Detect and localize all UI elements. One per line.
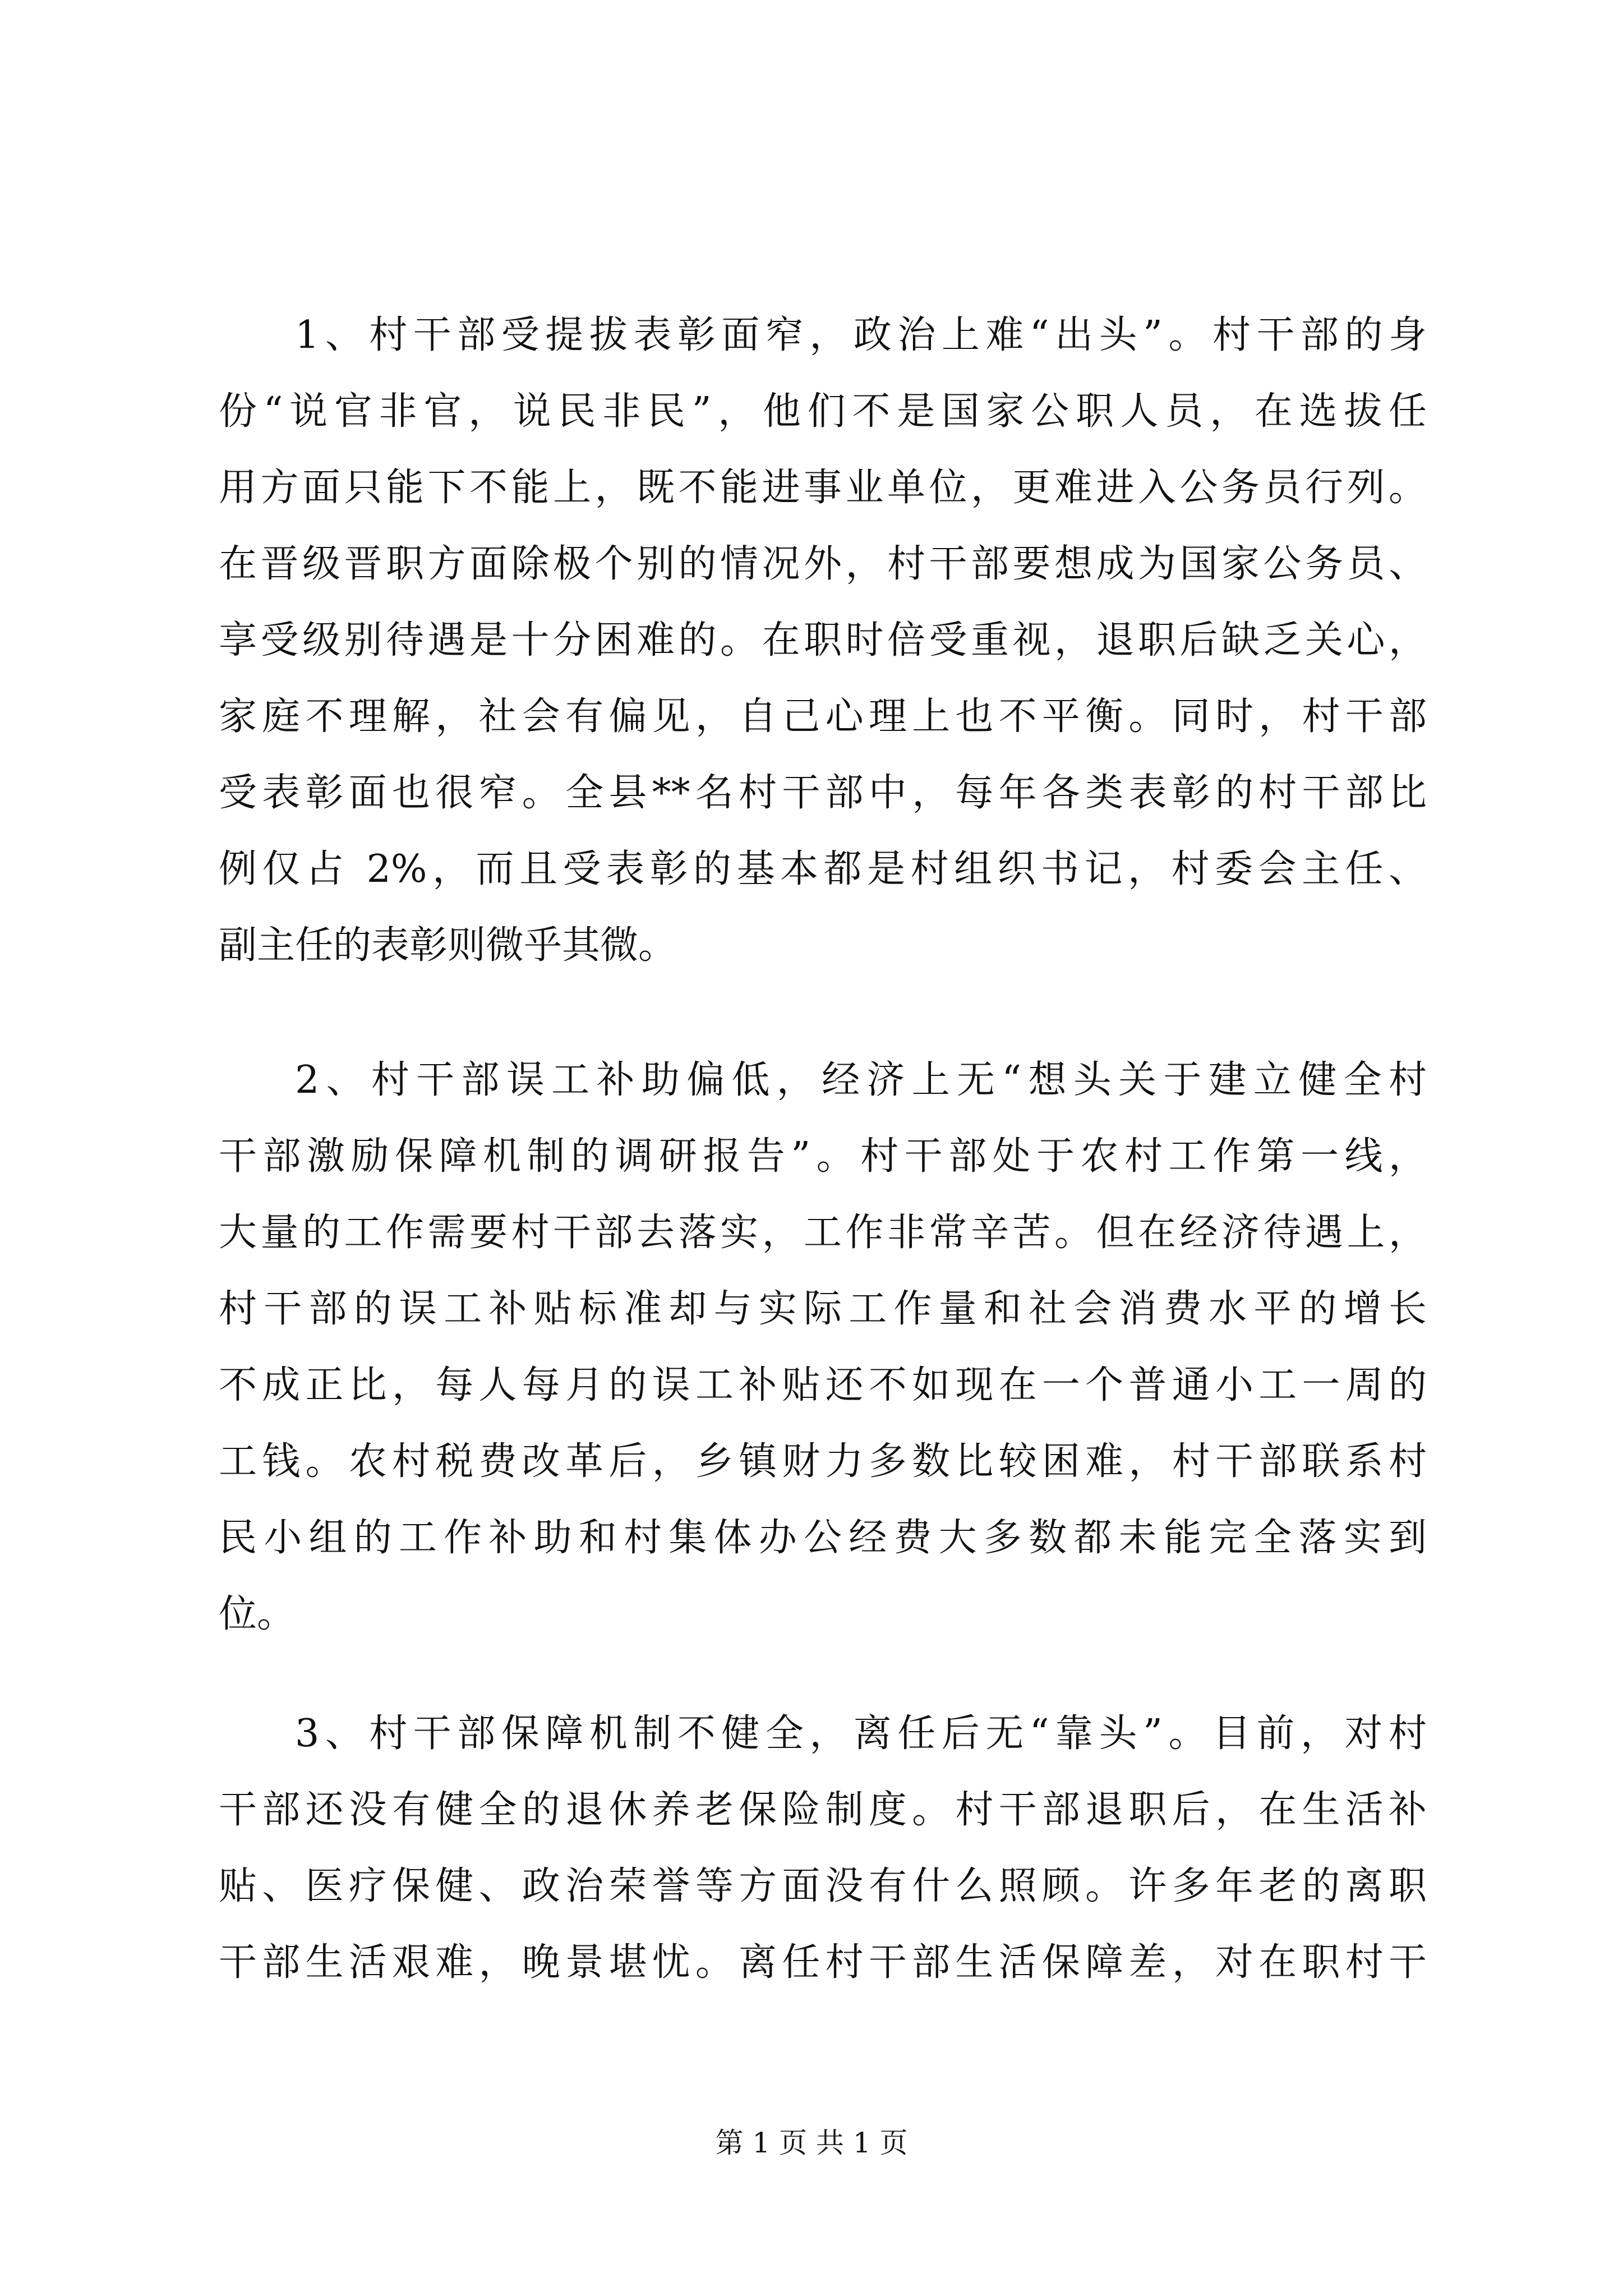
page-footer bbox=[0, 2126, 1623, 2160]
paragraph-1 bbox=[219, 297, 1427, 984]
paragraph-line: 3、村干部保障机制不健全，离任后无“靠头”。目前，对村 bbox=[295, 1711, 1427, 1756]
paragraph-line: 民小组的工作补助和村集体办公经费大多数都未能完全落实到 bbox=[219, 1516, 1427, 1560]
paragraph-line: 干部激励保障机制的调研报告”。村干部处于农村工作第一线， bbox=[219, 1134, 1427, 1179]
paragraph-2 bbox=[219, 1042, 1427, 1653]
paragraph-line: 2、村干部误工补助偏低，经济上无“想头关于建立健全村 bbox=[295, 1058, 1427, 1102]
paragraph-line: 干部生活艰难，晚景堪忧。离任村干部生活保障差，对在职村干 bbox=[219, 1940, 1427, 1985]
paragraph-line: 受表彰面也很窄。全县**名村干部中，每年各类表彰的村干部比 bbox=[219, 771, 1427, 815]
page-number: 第 1 页 共 1 页 bbox=[715, 2127, 908, 2159]
paragraph-line: 份“说官非官，说民非民”，他们不是国家公职人员，在选拔任 bbox=[219, 389, 1427, 434]
paragraph-line: 1、村干部受提拔表彰面窄，政治上难“出头”。村干部的身 bbox=[295, 313, 1427, 357]
paragraph-line: 例仅占 2%，而且受表彰的基本都是村组织书记，村委会主任、 bbox=[219, 847, 1427, 891]
paragraph-line: 贴、医疗保健、政治荣誉等方面没有什么照顾。许多年老的离职 bbox=[219, 1864, 1427, 1908]
paragraph-line: 村干部的误工补贴标准却与实际工作量和社会消费水平的增长 bbox=[219, 1287, 1427, 1331]
paragraph-line: 享受级别待遇是十分困难的。在职时倍受重视，退职后缺乏关心， bbox=[219, 618, 1427, 662]
paragraph-line: 干部还没有健全的退休养老保险制度。村干部退职后，在生活补 bbox=[219, 1788, 1427, 1832]
paragraph-line: 位。 bbox=[219, 1592, 296, 1636]
paragraph-line: 大量的工作需要村干部去落实，工作非常辛苦。但在经济待遇上， bbox=[219, 1211, 1427, 1255]
paragraph-line: 在晋级晋职方面除极个别的情况外，村干部要想成为国家公务员、 bbox=[219, 542, 1427, 586]
paragraph-line: 用方面只能下不能上，既不能进事业单位，更难进入公务员行列。 bbox=[219, 466, 1427, 510]
paragraph-line: 工钱。农村税费改革后，乡镇财力多数比较困难，村干部联系村 bbox=[219, 1439, 1427, 1484]
paragraph-3 bbox=[219, 1696, 1427, 2001]
paragraph-line: 不成正比，每人每月的误工补贴还不如现在一个普通小工一周的 bbox=[219, 1363, 1427, 1407]
paragraph-line: 家庭不理解，社会有偏见，自己心理上也不平衡。同时，村干部 bbox=[219, 694, 1427, 739]
paragraph-line: 副主任的表彰则微乎其微。 bbox=[219, 923, 677, 968]
